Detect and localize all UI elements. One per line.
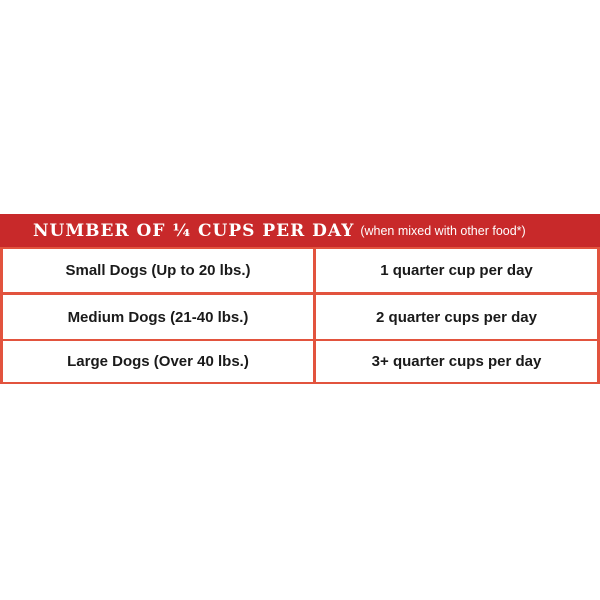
serving-amount-cell: 2 quarter cups per day	[316, 295, 597, 339]
table-note: (when mixed with other food*)	[360, 223, 526, 238]
feeding-table	[0, 214, 600, 384]
table-header	[0, 214, 600, 247]
serving-amount-cell: 1 quarter cup per day	[316, 249, 597, 292]
dog-size-cell: Large Dogs (Over 40 lbs.)	[3, 341, 313, 382]
table-title: NUMBER OF ¼ CUPS PER DAY	[33, 220, 355, 241]
serving-amount-cell: 3+ quarter cups per day	[316, 341, 597, 382]
dog-size-cell: Small Dogs (Up to 20 lbs.)	[3, 249, 313, 292]
dog-size-cell: Medium Dogs (21-40 lbs.)	[3, 295, 313, 339]
